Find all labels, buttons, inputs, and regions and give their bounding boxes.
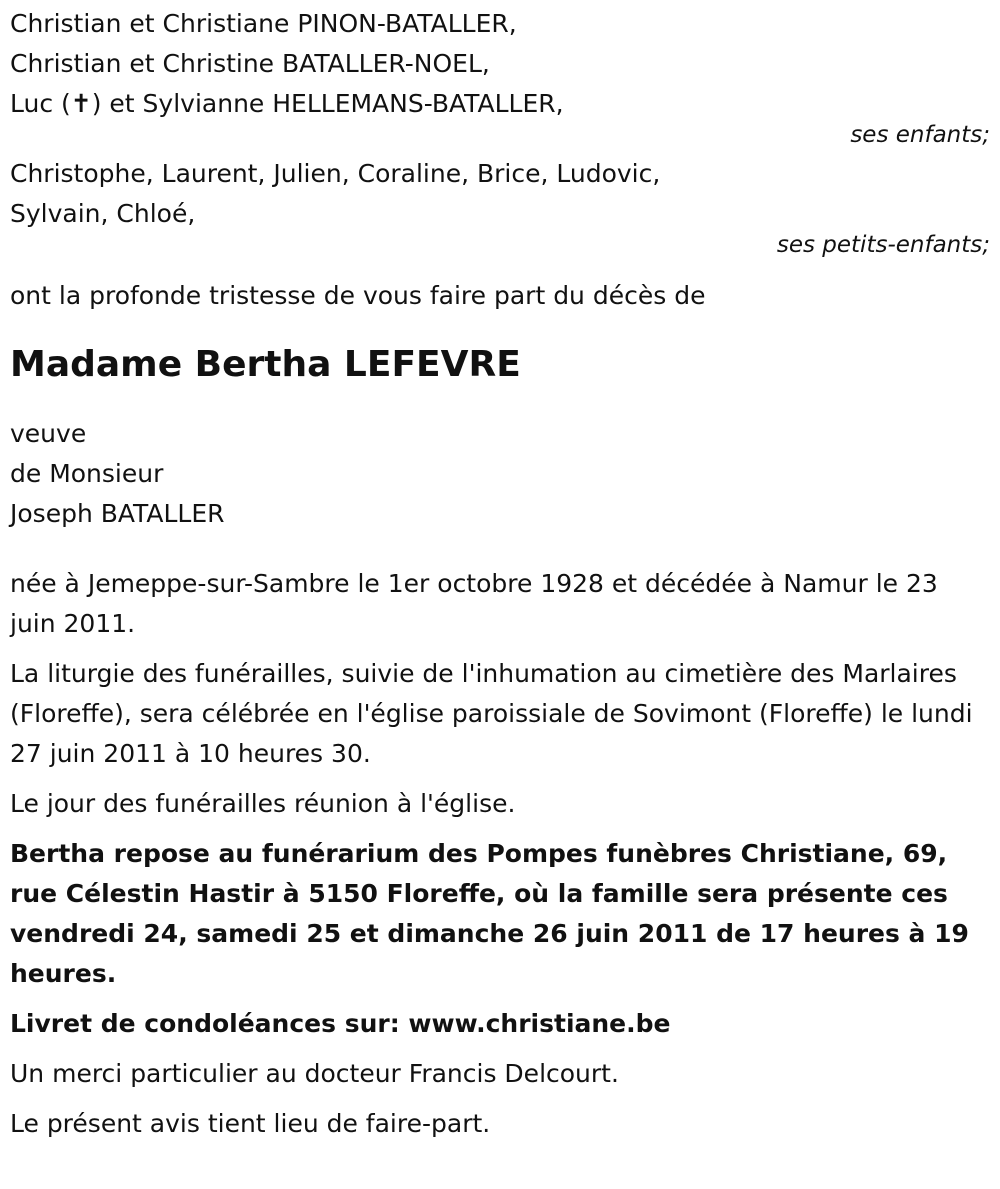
- grandchildren-block: [10, 154, 990, 258]
- children-line-2: Christian et Christine BATALLER-NOEL,: [10, 49, 490, 78]
- children-line-3: Luc (✝) et Sylvianne HELLEMANS-BATALLER,: [10, 89, 564, 118]
- children-block: [10, 4, 990, 148]
- liturgy-paragraph: La liturgie des funérailles, suivie de l'inhumation au cimetière des Marlaires (Floreffe), sera célébrée en l'église paroissiale de Sovimont (Floreffe) le lundi 27 juin 2011 à 10 heures 30.: [10, 659, 973, 768]
- widow-block: [10, 414, 990, 534]
- deceased-name: Madame Bertha LEFEVRE: [10, 344, 521, 385]
- children-line-1: Christian et Christiane PINON-BATALLER,: [10, 9, 517, 38]
- widow-line-3: Joseph BATALLER: [10, 499, 225, 528]
- widow-line-1: veuve: [10, 419, 87, 448]
- grandchildren-role: ses petits-enfants;: [776, 232, 990, 258]
- grandchildren-line-1: Christophe, Laurent, Julien, Coraline, Brice, Ludovic,: [10, 159, 661, 188]
- funerarium-paragraph: Bertha repose au funérarium des Pompes funèbres Christiane, 69, rue Célestin Hastir à 5150 Floreffe, où la famille sera présente ces vendredi 24, samedi 25 et dimanche 26 juin 2011 de 17 heures à 19 heures.: [10, 839, 969, 988]
- thanks-paragraph: Un merci particulier au docteur Francis Delcourt.: [10, 1059, 619, 1088]
- spacer: [10, 534, 990, 564]
- widow-line-2: de Monsieur: [10, 459, 164, 488]
- announcement-text: ont la profonde tristesse de vous faire part du décès de: [10, 281, 706, 310]
- meeting-paragraph: Le jour des funérailles réunion à l'église.: [10, 789, 516, 818]
- children-role: ses enfants;: [850, 122, 990, 148]
- birth-death-paragraph: née à Jemeppe-sur-Sambre le 1er octobre 1928 et décédée à Namur le 23 juin 2011.: [10, 569, 938, 638]
- grandchildren-line-2: Sylvain, Chloé,: [10, 199, 196, 228]
- condolences-paragraph: Livret de condoléances sur: www.christiane.be: [10, 1009, 671, 1038]
- spacer: [10, 258, 990, 276]
- notice-paragraph: Le présent avis tient lieu de faire-part.: [10, 1109, 491, 1138]
